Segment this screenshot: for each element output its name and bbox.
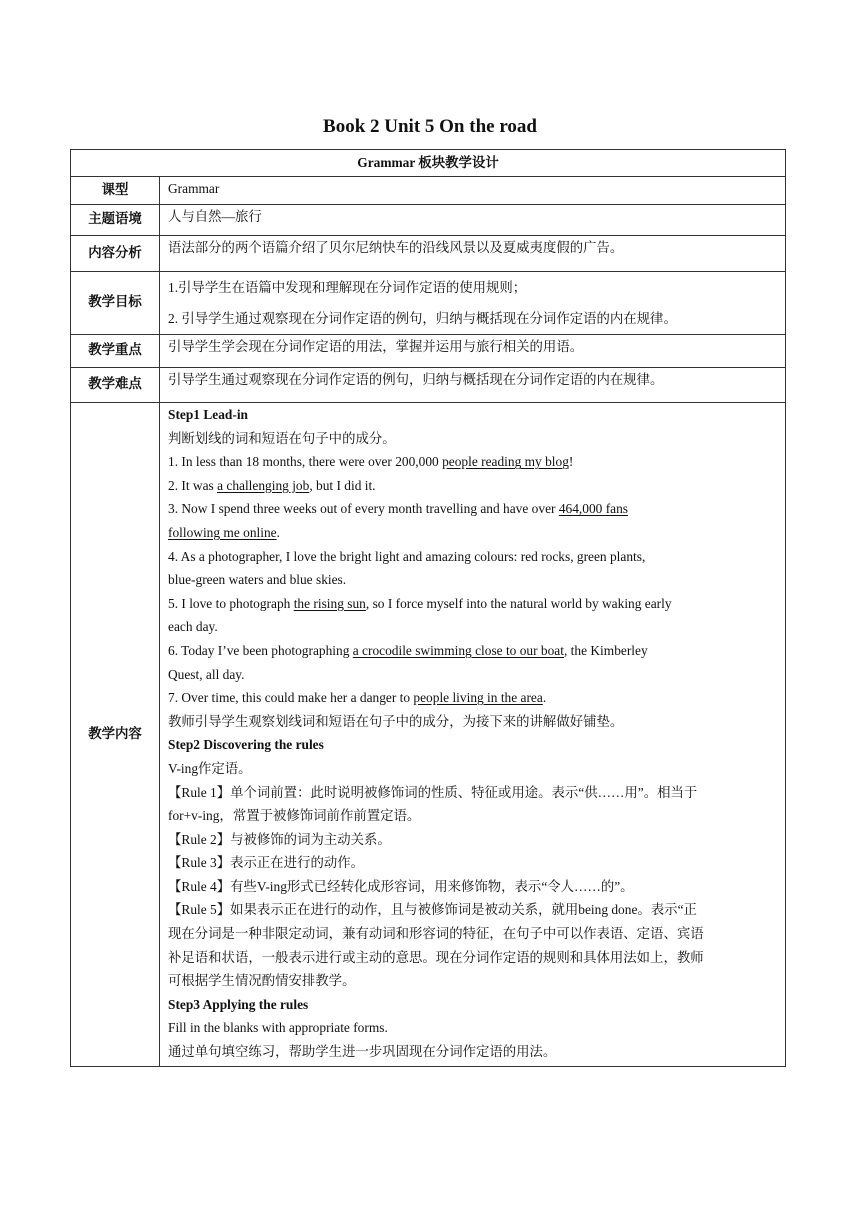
- row-label-content: 教学内容: [71, 403, 160, 1067]
- table-row: [71, 177, 786, 205]
- row-value-content-analysis: 语法部分的两个语篇介绍了贝尔尼纳快车的沿线风景以及夏威夷度假的广告。: [160, 236, 786, 272]
- document-title: Book 2 Unit 5 On the road: [323, 116, 537, 137]
- row-value-objectives: [160, 272, 786, 335]
- sentence-4: 4. As a photographer, I love the bright light and amazing colours: red rocks, green plants,: [168, 548, 646, 564]
- step2-intro: V-ing作定语。: [168, 760, 252, 776]
- rule-5-cont: 现在分词是一种非限定动词，兼有动词和形容词的特征，在句子中可以作表语、定语、宾语: [168, 926, 704, 942]
- underlined-phrase: a challenging job: [217, 477, 310, 493]
- step1-instruction: 判断划线的词和短语在句子中的成分。: [168, 430, 396, 446]
- sentence-3: 3. Now I spend three weeks out of every month travelling and have over 464,000 fans: [168, 501, 629, 517]
- rule-4: 【Rule 4】有些V-ing形式已经转化成形容词，用来修饰物，表示“令人……的”。: [168, 878, 634, 894]
- row-value-theme: 人与自然—旅行: [160, 205, 786, 236]
- table-row: [71, 368, 786, 403]
- sentence-5-cont: each day.: [168, 619, 218, 635]
- rule-1-cont: for+v-ing，常置于被修饰词前作前置定语。: [168, 808, 421, 824]
- objective-item: 2. 引导学生通过观察现在分词作定语的例句，归纳与概括现在分词作定语的内在规律。: [168, 311, 677, 326]
- underlined-phrase: following me online: [168, 524, 277, 540]
- underlined-phrase: the rising sun: [293, 595, 366, 611]
- underlined-phrase: 464,000 fans: [558, 501, 629, 517]
- step1-note: 教师引导学生观察划线词和短语在句子中的成分，为接下来的讲解做好铺垫。: [168, 713, 624, 729]
- table-heading: Grammar 板块教学设计: [71, 150, 786, 177]
- step3-heading: Step3 Applying the rules: [168, 996, 309, 1012]
- sentence-2: 2. It was a challenging job, but I did it.: [168, 477, 376, 493]
- table-heading-row: [71, 150, 786, 177]
- step2-heading: Step2 Discovering the rules: [168, 737, 324, 753]
- table-row: [71, 335, 786, 368]
- rule-1: 【Rule 1】单个词前置：此时说明被修饰词的性质、特征或用途。表示“供……用”。相当于: [168, 784, 698, 800]
- row-value-difficulties: 引导学生通过观察现在分词作定语的例句，归纳与概括现在分词作定语的内在规律。: [160, 368, 786, 403]
- rule-5-cont: 补足语和状语，一般表示进行或主动的意思。现在分词作定语的规则和具体用法如上，教师: [168, 949, 704, 965]
- table-row: [71, 236, 786, 272]
- table-row: [71, 403, 786, 1067]
- row-label-content-analysis: 内容分析: [71, 236, 160, 272]
- underlined-phrase: a crocodile swimming close to our boat: [352, 642, 564, 658]
- row-label-type: 课型: [71, 177, 160, 205]
- step1-heading: Step1 Lead-in: [168, 407, 248, 422]
- row-label-theme: 主题语境: [71, 205, 160, 236]
- sentence-7: 7. Over time, this could make her a danger to people living in the area.: [168, 690, 547, 706]
- underlined-phrase: people reading my blog: [442, 454, 569, 470]
- table-row: [71, 205, 786, 236]
- sentence-1: 1. In less than 18 months, there were over 200,000 people reading my blog!: [168, 454, 574, 470]
- underlined-phrase: people living in the area: [413, 690, 543, 706]
- row-label-objectives: 教学目标: [71, 272, 160, 335]
- rule-3: 【Rule 3】表示正在进行的动作。: [168, 855, 365, 871]
- sentence-6: 6. Today I’ve been photographing a crocodile swimming close to our boat, the Kimberley: [168, 642, 648, 658]
- sentence-6-cont: Quest, all day.: [168, 666, 245, 682]
- row-value-content: [160, 403, 786, 1067]
- step3-instruction: Fill in the blanks with appropriate forms.: [168, 1020, 388, 1036]
- table-row: [71, 272, 786, 335]
- sentence-5: 5. I love to photograph the rising sun, so I force myself into the natural world by waking early: [168, 595, 672, 611]
- step3-note: 通过单句填空练习，帮助学生进一步巩固现在分词作定语的用法。: [168, 1044, 557, 1060]
- rule-2: 【Rule 2】与被修饰的词为主动关系。: [168, 831, 391, 847]
- rule-5: 【Rule 5】如果表示正在进行的动作，且与被修饰词是被动关系，就用being done。表示“正: [168, 902, 697, 918]
- rule-5-cont: 可根据学生情况酌情安排教学。: [168, 973, 356, 989]
- sentence-4-cont: blue-green waters and blue skies.: [168, 572, 347, 588]
- lesson-plan-table: [70, 149, 786, 1067]
- sentence-3-cont: following me online.: [168, 524, 280, 540]
- objective-item: 1.引导学生在语篇中发现和理解现在分词作定语的使用规则；: [168, 280, 527, 295]
- row-value-type: Grammar: [160, 177, 786, 205]
- row-value-key-points: 引导学生学会现在分词作定语的用法，掌握并运用与旅行相关的用语。: [160, 335, 786, 368]
- row-label-key-points: 教学重点: [71, 335, 160, 368]
- row-label-difficulties: 教学难点: [71, 368, 160, 403]
